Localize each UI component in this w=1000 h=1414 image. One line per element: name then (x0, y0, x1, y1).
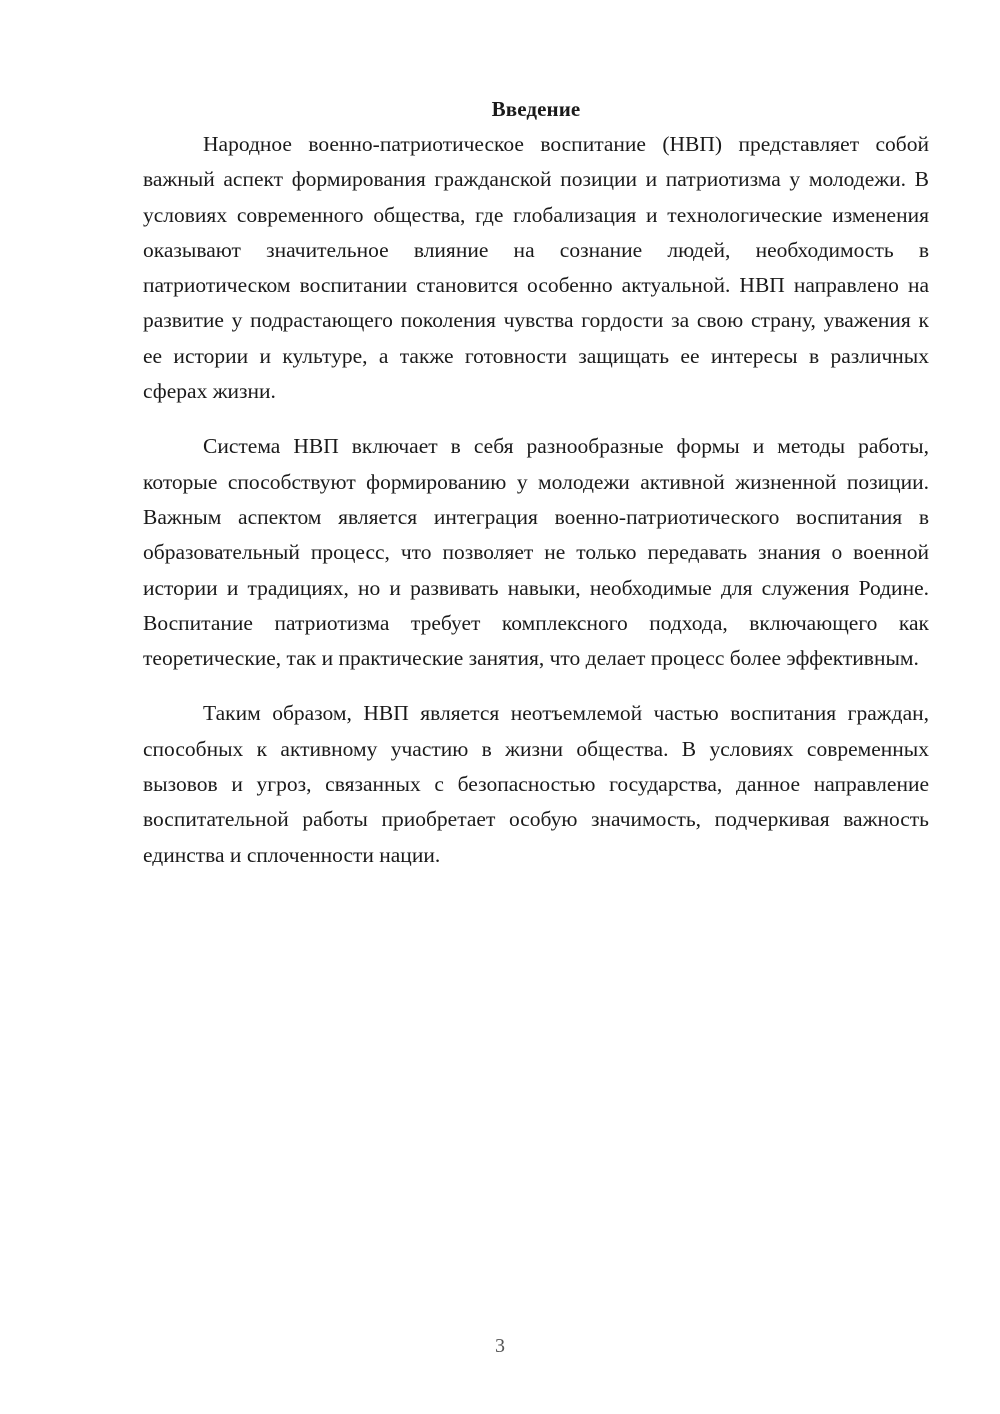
page-number: 3 (495, 1335, 505, 1357)
paragraph-3: Таким образом, НВП является неотъемлемой частью воспитания граждан, способных к активному участию в жизни общества. В условиях современных вызовов и угроз, связанных с безопасностью государства, данное направление воспитательной работы приобретает особую значимость, подчеркивая важность единства и сплоченности нации. (143, 701, 929, 867)
page-content (143, 92, 929, 873)
paragraph-2: Система НВП включает в себя разнообразные формы и методы работы, которые способствуют формированию у молодежи активной жизненной позиции. Важным аспектом является интеграция военно-патриотического воспитания в образовательный процесс, что позволяет не только передавать знания о военной истории и традициях, но и развивать навыки, необходимые для служения Родине. Воспитание патриотизма требует комплексного подхода, включающего как теоретические, так и практические занятия, что делает процесс более эффективным. (143, 434, 929, 671)
section-title: Введение (491, 97, 581, 121)
paragraph-1: Народное военно-патриотическое воспитание (НВП) представляет собой важный аспект формирования гражданской позиции и патриотизма у молодежи. В условиях современного общества, где глобализация и технологические изменения оказывают значительное влияние на сознание людей, необходимость в патриотическом воспитании становится особенно актуальной. НВП направлено на развитие у подрастающего поколения чувства гордости за свою страну, уважения к ее истории и культуре, а также готовности защищать ее интересы в различных сферах жизни. (143, 132, 929, 404)
